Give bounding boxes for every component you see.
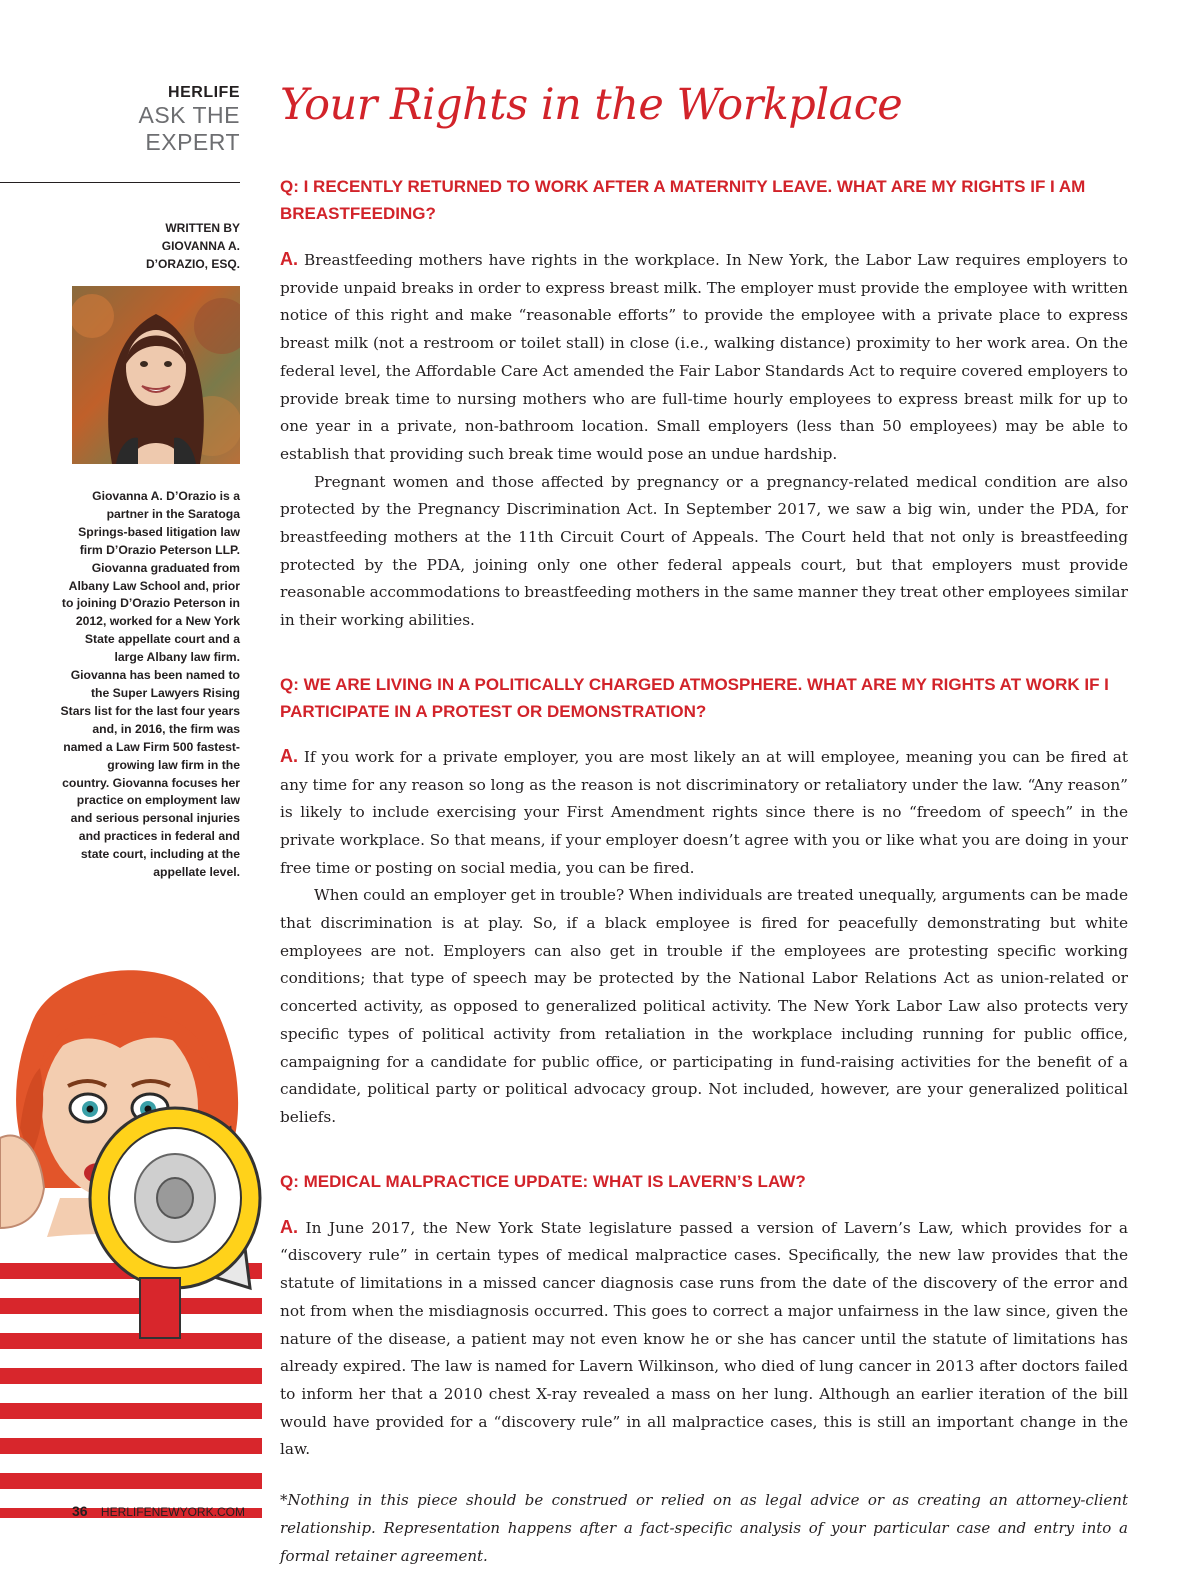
section-name-line2: EXPERT xyxy=(145,129,240,155)
magazine-brand: HERLIFE xyxy=(168,84,240,101)
article-body xyxy=(280,173,1128,1570)
section-name-line1: ASK THE xyxy=(138,102,240,128)
answer-label: A. xyxy=(280,745,298,766)
sidebar-divider xyxy=(0,182,240,183)
answer-2-paragraph-2: When could an employer get in trouble? When individuals are treated unequally, arguments can be made that discrimination is at play. So, if a black employee is fired for peacefully demonstrating but white employees are not. Employers can also get in trouble if the employees are protesting specific working conditions; that type of speech may be protected by the National Labor Relations Act as union-related or concerted activity, as opposed to generalized political activity. The New York Labor Law also protects very specific types of political activity from retaliation in the workplace including running for public office, campaigning for a candidate for public office, or participating in fund-raising activities for the benefit of a candidate, political party or political advocacy group. Not included, however, are your generalized political beliefs. xyxy=(280,886,1128,1126)
author-photo xyxy=(72,286,240,464)
byline-line3: D’ORAZIO, ESQ. xyxy=(145,257,240,271)
page-number: 36 xyxy=(72,1503,88,1519)
question-2: Q: WE ARE LIVING IN A POLITICALLY CHARGED ATMOSPHERE. WHAT ARE MY RIGHTS AT WORK IF I PARTICIPATE IN A PROTEST OR DEMONSTRATION? xyxy=(280,674,1109,721)
question-3: Q: MEDICAL MALPRACTICE UPDATE: WHAT IS LAVERN’S LAW? xyxy=(280,1171,806,1191)
answer-3-paragraph-1 xyxy=(280,1214,1128,1464)
byline-line2: GIOVANNA A. xyxy=(161,239,240,253)
answer-3-text: In June 2017, the New York State legislature passed a version of Lavern’s Law, which provides for a “discovery rule” in certain types of medical malpractice cases. Specifically, the new law provides that the statute of limitations in a missed cancer diagnosis case runs from the date of the discovery of the error and not from when the misdiagnosis occurred. This goes to correct a major unfairness in the law since, given the nature of the disease, a patient may not even know he or she has cancer until the statute of limitations has already expired. The law is named for Lavern Wilkinson, who died of lung cancer in 2013 after doctors failed to inform her that a 2010 chest X-ray revealed a mass on her lung. Although an earlier iteration of the bill would have provided for a “discovery rule” in all malpractice cases, this is still an important change in the law. xyxy=(280,1218,1128,1459)
answer-1-paragraph-1 xyxy=(280,246,1128,469)
footer-site-link[interactable]: HERLIFENEWYORK.COM xyxy=(100,1505,245,1519)
section-header xyxy=(139,84,241,156)
byline xyxy=(146,219,240,273)
page-footer xyxy=(72,1503,245,1519)
answer-1-text: Breastfeeding mothers have rights in the workplace. In New York, the Labor Law requires employers to provide unpaid breaks in order to express breast milk. The employer must provide the employee with written notice of this right and make “reasonable efforts” to provide the employee with a private place to express breast milk (not a restroom or toilet stall) in close (i.e., walking distance) proximity to her work area. On the federal level, the Affordable Care Act amended the Fair Labor Standards Act to require covered employers to provide break time to nursing mothers who are full-time hourly employees to express breast milk for up to one year in a private, non-bathroom location. Small employers (less than 50 employees) may be able to establish that providing such break time would pose an undue hardship. xyxy=(280,251,1128,463)
byline-line1: WRITTEN BY xyxy=(165,221,240,235)
author-bio: Giovanna A. D’Orazio is a partner in the Saratoga Springs-based litigation law firm D’Orazio Peterson LLP. Giovanna graduated from Albany Law School and, prior to joining D’Orazio Peterson in 2012, worked for a New York State appellate court and a large Albany law firm. Giovanna has been named to the Super Lawyers Rising Stars list for the last four years and, in 2016, the firm was named a Law Firm 500 fastest-growing law firm in the country. Giovanna focuses her practice on employment law and serious personal injuries and practices in federal and state court, including at the appellate level. xyxy=(60,489,240,880)
answer-2-text: If you work for a private employer, you are most likely an at will employee, meaning you can be fired at any time for any reason so long as the reason is not discriminatory or retaliatory under the law. “Any reason” is likely to include exercising your First Amendment rights since there is no “freedom of speech” in the private workplace. So that means, if your employer doesn’t agree with you or like what you are doing in your free time or posting on social media, you can be fired. xyxy=(280,747,1128,877)
answer-label: A. xyxy=(280,1216,298,1237)
answer-label: A. xyxy=(280,249,298,269)
question-1: Q: I RECENTLY RETURNED TO WORK AFTER A MATERNITY LEAVE. WHAT ARE MY RIGHTS IF I AM BREASTFEEDING? xyxy=(280,177,1086,223)
legal-disclaimer: *Nothing in this piece should be construed or relied on as legal advice or as creating an attorney-client relationship. Representation happens after a fact-specific analysis of your particular case and entry into a formal retainer agreement. xyxy=(280,1491,1128,1566)
answer-1-paragraph-2: Pregnant women and those affected by pregnancy or a pregnancy-related medical condition are also protected by the Pregnancy Discrimination Act. In September 2017, we saw a big win, under the PDA, for breastfeeding mothers at the 11th Circuit Court of Appeals. The Court held that not only is breastfeeding protected by the PDA, joining only one other federal appeals court, but that employers must provide reasonable accommodations to breastfeeding mothers in the same manner they treat other employees similar in their working abilities. xyxy=(280,472,1128,630)
article-title: Your Rights in the Workplace xyxy=(280,80,903,130)
answer-2-paragraph-1 xyxy=(280,743,1128,883)
megaphone-woman-illustration xyxy=(0,958,262,1518)
